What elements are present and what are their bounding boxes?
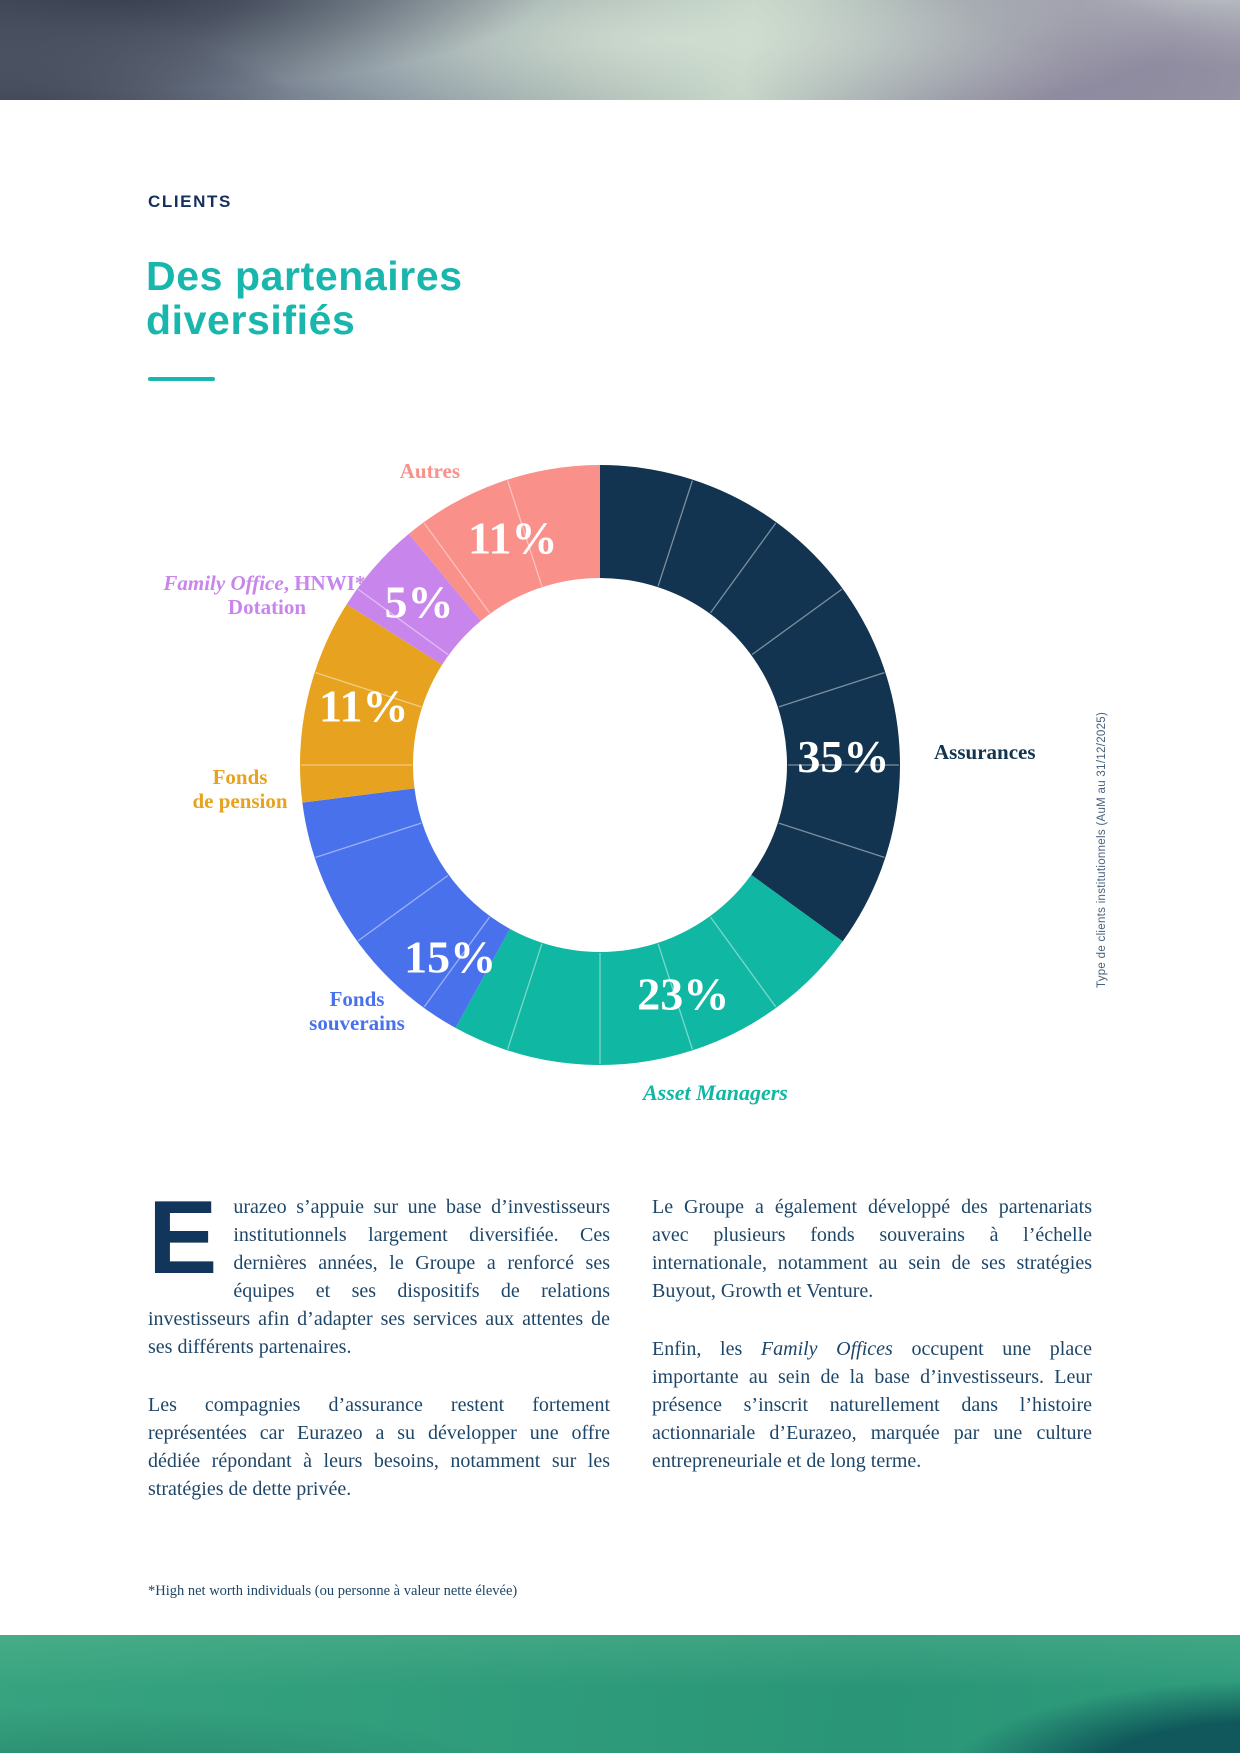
paragraph-2: Les compagnies d’assurance restent fortement représentées car Eurazeo a su développer une offre dédiée répondant à leurs besoins, notamment sur les stratégies de dette privée.: [148, 1394, 610, 1500]
donut-value-asset-managers: 23%: [637, 968, 730, 1020]
donut-value-family-office-hnwi-dotation: 5%: [384, 576, 454, 628]
page-title-line1: Des partenaires: [146, 253, 463, 299]
donut-value-fonds-souverains: 15%: [404, 931, 497, 983]
paragraph-3: Le Groupe a également développé des partenariats avec plusieurs fonds souverains à l’échelle internationale, notamment au sein de ses stratégies Buyout, Growth et Venture.: [652, 1196, 1092, 1302]
segment-label-autres: Autres: [399, 459, 460, 483]
section-kicker: CLIENTS: [148, 192, 232, 211]
page-title-line2: diversifiés: [146, 297, 356, 343]
paragraph-1: Eurazeo s’appuie sur une base d’investisseurs institutionnels largement diversifiée. Ces dernières années, le Groupe a renforcé ses équipes et ses dispositifs de relations investisseurs afin d’adapter ses services aux attentes de ses différents partenaires.: [148, 1180, 610, 1358]
body-columns: [148, 1180, 1092, 1533]
paragraph-4: Enfin, les Family Offices occupent une place importante au sein de la base d’investisseurs. Leur présence s’inscrit naturellement dans l’histoire actionnariale d’Eurazeo, marquée par une culture entrepreneuriale et de long terme.: [652, 1338, 1092, 1472]
donut-value-assurances: 35%: [797, 731, 890, 783]
body-column-left: [148, 1180, 610, 1533]
segment-label-asset-managers: Asset Managers: [643, 1080, 788, 1105]
segment-label-fonds-souverains: Fonds souverains: [309, 987, 405, 1035]
donut-value-autres: 11%: [468, 512, 558, 564]
segment-label-family-office-rest: , HNWI*,: [283, 571, 371, 595]
footer-watercolor-image: [0, 1635, 1240, 1753]
segment-label-family-office-line2: Dotation: [227, 595, 307, 619]
donut-value-fonds-de-pension: 11%: [318, 680, 409, 732]
footnote: *High net worth individuals (ou personne à valeur nette élevée): [148, 1583, 518, 1599]
donut-segment-assurances: [600, 465, 900, 941]
segment-label-family-office: [112, 571, 422, 619]
chart-vertical-caption: Type de clients institutionnels (AuM au 31/12/2025): [1096, 711, 1108, 988]
segment-label-family-office-italic: Family Office: [163, 571, 284, 595]
segment-label-assurances: Assurances: [934, 740, 1036, 764]
body-column-right: [652, 1193, 1092, 1533]
segment-label-fonds-de-pension: Fonds de pension: [192, 765, 288, 813]
dropcap: E: [148, 1180, 218, 1296]
